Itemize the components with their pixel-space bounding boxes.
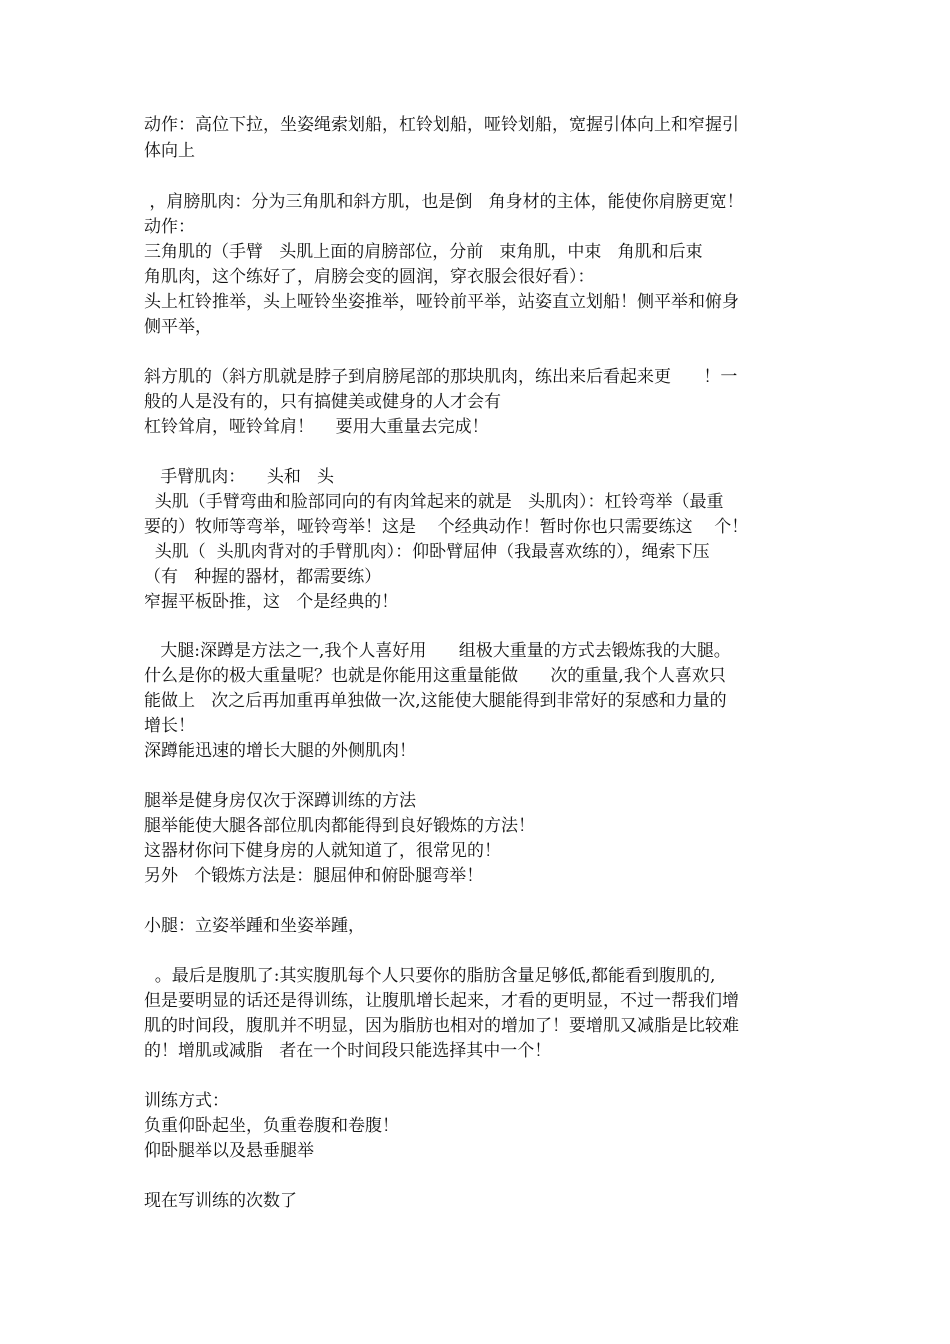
text-line: 什么是你的极大重量呢？也就是你能用这重量能做 次的重量,我个人喜欢只 bbox=[144, 666, 726, 686]
text-line: 训练方式： bbox=[144, 1091, 229, 1111]
text-line: 能做上 次之后再加重再单独做一次,这能使大腿能得到非常好的泵感和力量的 bbox=[144, 691, 727, 711]
text-line: 但是要明显的话还是得训练，让腹肌增长起来，才看的更明显，不过一帮我们增 bbox=[144, 991, 739, 1011]
text-line: 杠铃耸肩，哑铃耸肩！ 要用大重量去完成！ bbox=[144, 417, 489, 437]
text-line: 肌的时间段，腹肌并不明显，因为脂肪也相对的增加了！要增肌又减脂是比较难 bbox=[144, 1016, 739, 1036]
text-line: 大腿:深蹲是方法之一,我个人喜好用 组极大重量的方式去锻炼我的大腿。 bbox=[144, 641, 731, 661]
text-line: 动作：高位下拉，坐姿绳索划船，杠铃划船，哑铃划船，宽握引体向上和窄握引 bbox=[144, 115, 739, 135]
text-line: 的！增肌或减脂 者在一个时间段只能选择其中一个！ bbox=[144, 1041, 552, 1061]
text-line: 小腿：立姿举踵和坐姿举踵， bbox=[144, 916, 365, 936]
text-line: 腿举是健身房仅次于深蹲训练的方法 bbox=[144, 791, 416, 811]
text-line: 体向上 bbox=[144, 141, 195, 161]
text-line: 侧平举， bbox=[144, 317, 212, 337]
text-line: 。最后是腹肌了:其实腹肌每个人只要你的脂肪含量足够低,都能看到腹肌的, bbox=[144, 966, 716, 986]
text-line: 深蹲能迅速的增长大腿的外侧肌肉！ bbox=[144, 741, 416, 761]
text-line: 增长！ bbox=[144, 716, 195, 736]
text-line: 头上杠铃推举，头上哑铃坐姿推举，哑铃前平举，站姿直立划船！侧平举和俯身 bbox=[144, 292, 739, 312]
text-line: 头肌（手臂弯曲和脸部同向的有肉耸起来的就是 头肌肉）：杠铃弯举（最重 bbox=[144, 492, 724, 512]
text-line: 另外 个锻炼方法是：腿屈伸和俯卧腿弯举！ bbox=[144, 866, 484, 886]
text-line: 动作： bbox=[144, 217, 195, 237]
text-line: 现在写训练的次数了 bbox=[144, 1191, 297, 1211]
text-line: 腿举能使大腿各部位肌肉都能得到良好锻炼的方法！ bbox=[144, 816, 535, 836]
text-line: 手臂肌肉： 头和 头 bbox=[144, 467, 335, 487]
text-line: 这器材你问下健身房的人就知道了，很常见的！ bbox=[144, 841, 501, 861]
text-line: 窄握平板卧推，这 个是经典的！ bbox=[144, 592, 399, 612]
text-line: 般的人是没有的，只有搞健美或健身的人才会有 bbox=[144, 392, 501, 412]
text-line: 三角肌的（手臂 头肌上面的肩膀部位，分前 束角肌，中束 角肌和后束 bbox=[144, 242, 703, 262]
text-line: （有 种握的器材，都需要练） bbox=[144, 567, 382, 587]
text-line: ，肩膀肌肉：分为三角肌和斜方肌，也是倒 角身材的主体，能使你肩膀更宽！ bbox=[144, 192, 744, 212]
text-line: 负重仰卧起坐，负重卷腹和卷腹！ bbox=[144, 1116, 399, 1136]
text-line: 要的）牧师等弯举，哑铃弯举！这是 个经典动作！暂时你也只需要练这 个！ bbox=[144, 517, 749, 537]
text-line: 斜方肌的（斜方肌就是脖子到肩膀尾部的那块肌肉，练出来后看起来更 ！一 bbox=[144, 367, 738, 387]
text-line: 角肌肉，这个练好了，肩膀会变的圆润，穿衣服会很好看）： bbox=[144, 267, 595, 287]
text-line: 仰卧腿举以及悬垂腿举 bbox=[144, 1141, 314, 1161]
text-line: 头肌（ 头肌肉背对的手臂肌肉）：仰卧臂屈伸（我最喜欢练的），绳索下压 bbox=[144, 542, 710, 562]
